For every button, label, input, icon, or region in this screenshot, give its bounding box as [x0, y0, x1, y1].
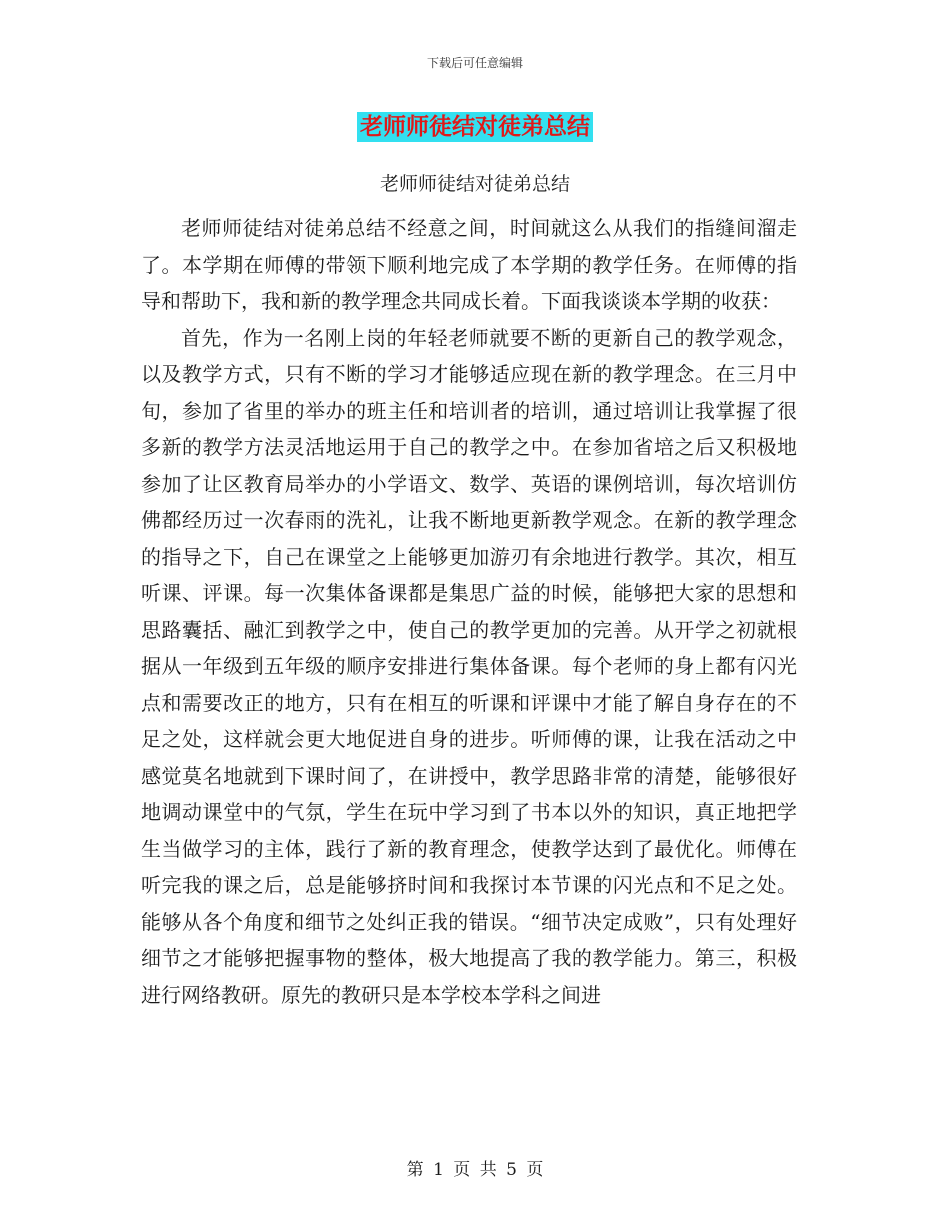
paragraph: 首先，作为一名刚上岗的年轻老师就要不断的更新自己的教学观念，以及教学方式，只有不断的学习才能够适应现在新的教学理念。在三月中旬，参加了省里的举办的班主任和培训者的培训，通过培训让我掌握了很多新的教学方法灵活地运用于自己的教学之中。在参加省培之后又积极地参加了让区教育局举办的小学语文、数学、英语的课例培训，每次培训仿佛都经历过一次春雨的洗礼，让我不断地更新教学观念。在新的教学理念的指导之下，自己在课堂之上能够更加游刃有余地进行教学。其次，相互听课、评课。每一次集体备课都是集思广益的时候，能够把大家的思想和思路囊括、融汇到教学之中，使自己的教学更加的完善。从开学之初就根据从一年级到五年级的顺序安排进行集体备课。每个老师的身上都有闪光点和需要改正的地方，只有在相互的听课和评课中才能了解自身存在的不足之处，这样就会更大地促进自身的进步。听师傅的课，让我在活动之中感觉莫名地就到下课时间了，在讲授中，教学思路非常的清楚，能够很好地调动课堂中的气氛，学生在玩中学习到了书本以外的知识，真正地把学生当做学习的主体，践行了新的教育理念，使教学达到了最优化。师傅在听完我的课之后，总是能够挤时间和我探讨本节课的闪光点和不足之处。能够从各个角度和细节之处纠正我的错误。“细节决定成败”，只有处理好细节之才能够把握事物的整体，极大地提高了我的教学能力。第三，积极进行网络教研。原先的教研只是本学校本学科之间进	[141, 325, 797, 1007]
paragraph: 老师师徒结对徒弟总结不经意之间，时间就这么从我们的指缝间溜走了。本学期在师傅的带领下顺利地完成了本学期的教学任务。在师傅的指导和帮助下，我和新的教学理念共同成长着。下面我谈谈本学期的收获：	[141, 216, 797, 313]
document-subtitle: 老师师徒结对徒弟总结	[379, 173, 570, 195]
page-footer: 第 1 页 共 5 页	[406, 1160, 544, 1180]
title-container	[0, 112, 950, 142]
document-title: 老师师徒结对徒弟总结	[357, 112, 593, 142]
document-body	[141, 210, 797, 1013]
header-note: 下载后可任意编辑	[426, 56, 523, 70]
